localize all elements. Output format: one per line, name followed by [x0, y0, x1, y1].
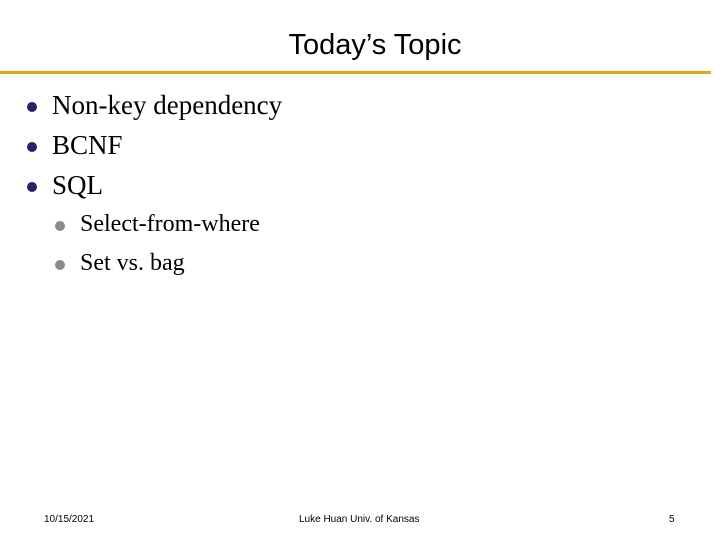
- bullet-text: Non-key dependency: [52, 90, 283, 120]
- sub-bullet-text: Set vs. bag: [80, 250, 185, 276]
- sub-bullet-text: Select-from-where: [80, 211, 260, 237]
- sub-bullet-dot-icon: [55, 221, 65, 231]
- bullet-dot-icon: [27, 142, 37, 152]
- bullet-dot-icon: [27, 182, 37, 192]
- sub-bullet-dot-icon: [55, 260, 65, 270]
- bullet-text: SQL: [52, 170, 104, 200]
- bullet-text: BCNF: [52, 130, 123, 160]
- footer-date: 10/15/2021: [44, 514, 95, 525]
- footer-page-number: 5: [669, 514, 675, 525]
- slide-title: Today’s Topic: [288, 29, 462, 61]
- footer-author: Luke Huan Univ. of Kansas: [299, 514, 420, 525]
- bullet-dot-icon: [27, 102, 37, 112]
- title-underline: [0, 71, 711, 74]
